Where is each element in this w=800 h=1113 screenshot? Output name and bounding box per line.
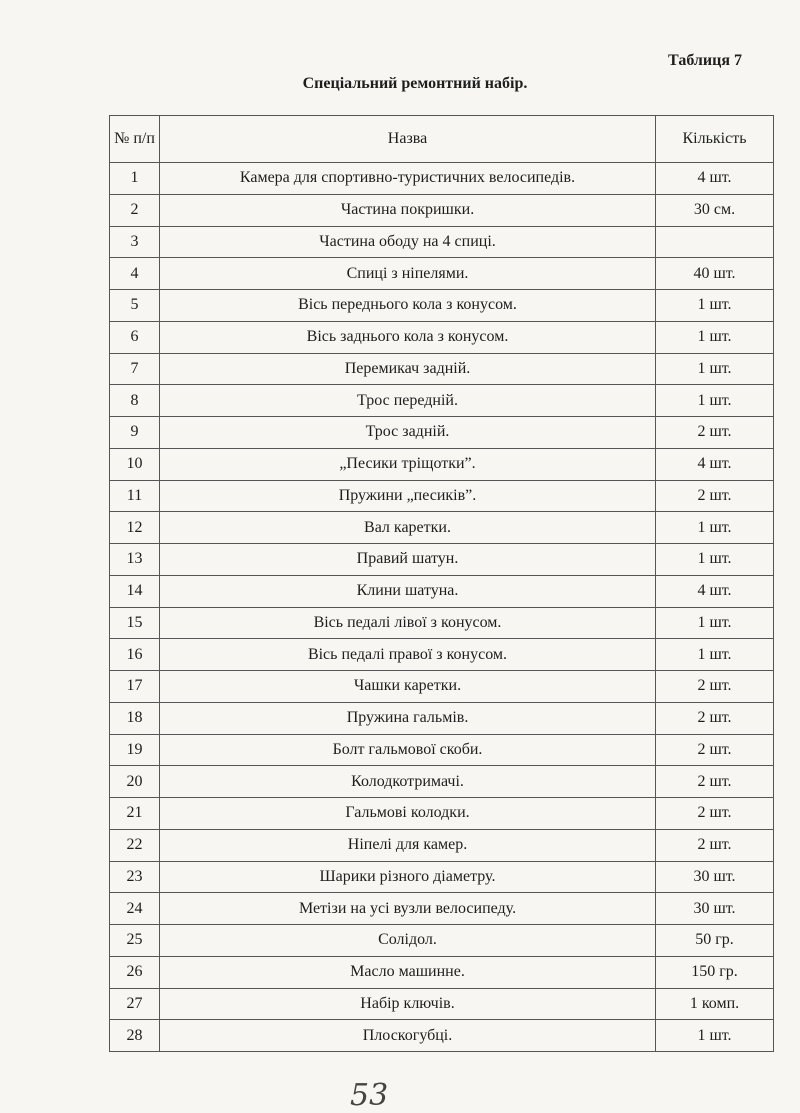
row-quantity-cell: 4 шт. [656,448,774,480]
row-name-cell: Колодкотримачі. [160,766,656,798]
page-number: 53 [350,1078,389,1113]
page-title: Спеціальний ремонтний набір. [302,75,528,92]
row-name-cell: Вал каретки. [160,512,656,544]
row-quantity-cell: 1 шт. [656,321,774,353]
table-row [110,544,774,576]
row-quantity-cell: 2 шт. [656,734,774,766]
header-name: Назва [160,116,656,163]
row-number-cell: 6 [110,321,160,353]
row-quantity-cell: 2 шт. [656,766,774,798]
row-number-cell: 9 [110,417,160,449]
table-row [110,925,774,957]
repair-kit-table [109,115,774,1052]
table-row [110,321,774,353]
table-row [110,480,774,512]
table-row [110,448,774,480]
row-number-cell: 12 [110,512,160,544]
row-name-cell: Перемикач задній. [160,353,656,385]
table-row [110,417,774,449]
row-number-cell: 10 [110,448,160,480]
table-row [110,385,774,417]
row-quantity-cell: 4 шт. [656,575,774,607]
row-name-cell: Шарики різного діаметру. [160,861,656,893]
row-number-cell: 7 [110,353,160,385]
row-quantity-cell: 30 см. [656,194,774,226]
table-row [110,575,774,607]
table-row [110,671,774,703]
table-row [110,988,774,1020]
row-quantity-cell: 4 шт. [656,163,774,195]
table-header-row [110,116,774,163]
row-name-cell: Правий шатун. [160,544,656,576]
row-number-cell: 8 [110,385,160,417]
row-quantity-cell: 1 шт. [656,512,774,544]
row-quantity-cell: 1 шт. [656,353,774,385]
header-number: № п/п [110,116,160,163]
table-row [110,607,774,639]
row-name-cell: Трос передній. [160,385,656,417]
row-number-cell: 5 [110,290,160,322]
row-name-cell: Частина ободу на 4 спиці. [160,226,656,258]
row-quantity-cell [656,226,774,258]
row-number-cell: 14 [110,575,160,607]
row-name-cell: Вісь переднього кола з конусом. [160,290,656,322]
row-name-cell: Пружини „песиків”. [160,480,656,512]
row-number-cell: 1 [110,163,160,195]
table-label: Таблиця 7 [668,52,742,69]
table-row [110,734,774,766]
row-name-cell: Солідол. [160,925,656,957]
table-row [110,353,774,385]
row-name-cell: „Песики тріщотки”. [160,448,656,480]
row-name-cell: Трос задній. [160,417,656,449]
row-number-cell: 23 [110,861,160,893]
row-quantity-cell: 1 шт. [656,544,774,576]
table-row [110,956,774,988]
table-row [110,639,774,671]
row-quantity-cell: 2 шт. [656,417,774,449]
row-name-cell: Камера для спортивно-туристичних велосипедів. [160,163,656,195]
row-quantity-cell: 1 шт. [656,607,774,639]
row-quantity-cell: 2 шт. [656,480,774,512]
table-row [110,163,774,195]
row-number-cell: 19 [110,734,160,766]
table-row [110,702,774,734]
row-quantity-cell: 1 шт. [656,290,774,322]
row-number-cell: 22 [110,829,160,861]
row-quantity-cell: 2 шт. [656,798,774,830]
table-row [110,766,774,798]
row-name-cell: Чашки каретки. [160,671,656,703]
row-quantity-cell: 40 шт. [656,258,774,290]
row-number-cell: 24 [110,893,160,925]
table-row [110,1020,774,1052]
table-row [110,290,774,322]
row-name-cell: Плоскогубці. [160,1020,656,1052]
row-name-cell: Спиці з ніпелями. [160,258,656,290]
header-quantity: Кількість [656,116,774,163]
row-name-cell: Вісь педалі лівої з конусом. [160,607,656,639]
row-name-cell: Болт гальмової скоби. [160,734,656,766]
row-name-cell: Масло машинне. [160,956,656,988]
row-number-cell: 26 [110,956,160,988]
table-row [110,798,774,830]
row-number-cell: 28 [110,1020,160,1052]
row-quantity-cell: 30 шт. [656,893,774,925]
row-name-cell: Набір ключів. [160,988,656,1020]
row-name-cell: Клини шатуна. [160,575,656,607]
row-number-cell: 27 [110,988,160,1020]
table-row [110,893,774,925]
row-number-cell: 20 [110,766,160,798]
row-quantity-cell: 50 гр. [656,925,774,957]
row-quantity-cell: 2 шт. [656,829,774,861]
row-name-cell: Метізи на усі вузли велосипеду. [160,893,656,925]
row-quantity-cell: 1 шт. [656,1020,774,1052]
row-number-cell: 11 [110,480,160,512]
row-name-cell: Пружина гальмів. [160,702,656,734]
table-body [110,163,774,1052]
row-number-cell: 16 [110,639,160,671]
row-number-cell: 25 [110,925,160,957]
row-number-cell: 17 [110,671,160,703]
row-number-cell: 3 [110,226,160,258]
table-row [110,861,774,893]
row-number-cell: 13 [110,544,160,576]
row-quantity-cell: 1 комп. [656,988,774,1020]
row-quantity-cell: 2 шт. [656,671,774,703]
row-name-cell: Частина покришки. [160,194,656,226]
row-quantity-cell: 30 шт. [656,861,774,893]
row-name-cell: Ніпелі для камер. [160,829,656,861]
row-quantity-cell: 150 гр. [656,956,774,988]
row-quantity-cell: 1 шт. [656,639,774,671]
row-name-cell: Вісь заднього кола з конусом. [160,321,656,353]
row-number-cell: 4 [110,258,160,290]
row-quantity-cell: 1 шт. [656,385,774,417]
table-row [110,194,774,226]
row-name-cell: Вісь педалі правої з конусом. [160,639,656,671]
row-number-cell: 2 [110,194,160,226]
table-row [110,258,774,290]
table-row [110,512,774,544]
row-number-cell: 21 [110,798,160,830]
row-number-cell: 18 [110,702,160,734]
table-row [110,829,774,861]
row-name-cell: Гальмові колодки. [160,798,656,830]
row-quantity-cell: 2 шт. [656,702,774,734]
row-number-cell: 15 [110,607,160,639]
table-row [110,226,774,258]
